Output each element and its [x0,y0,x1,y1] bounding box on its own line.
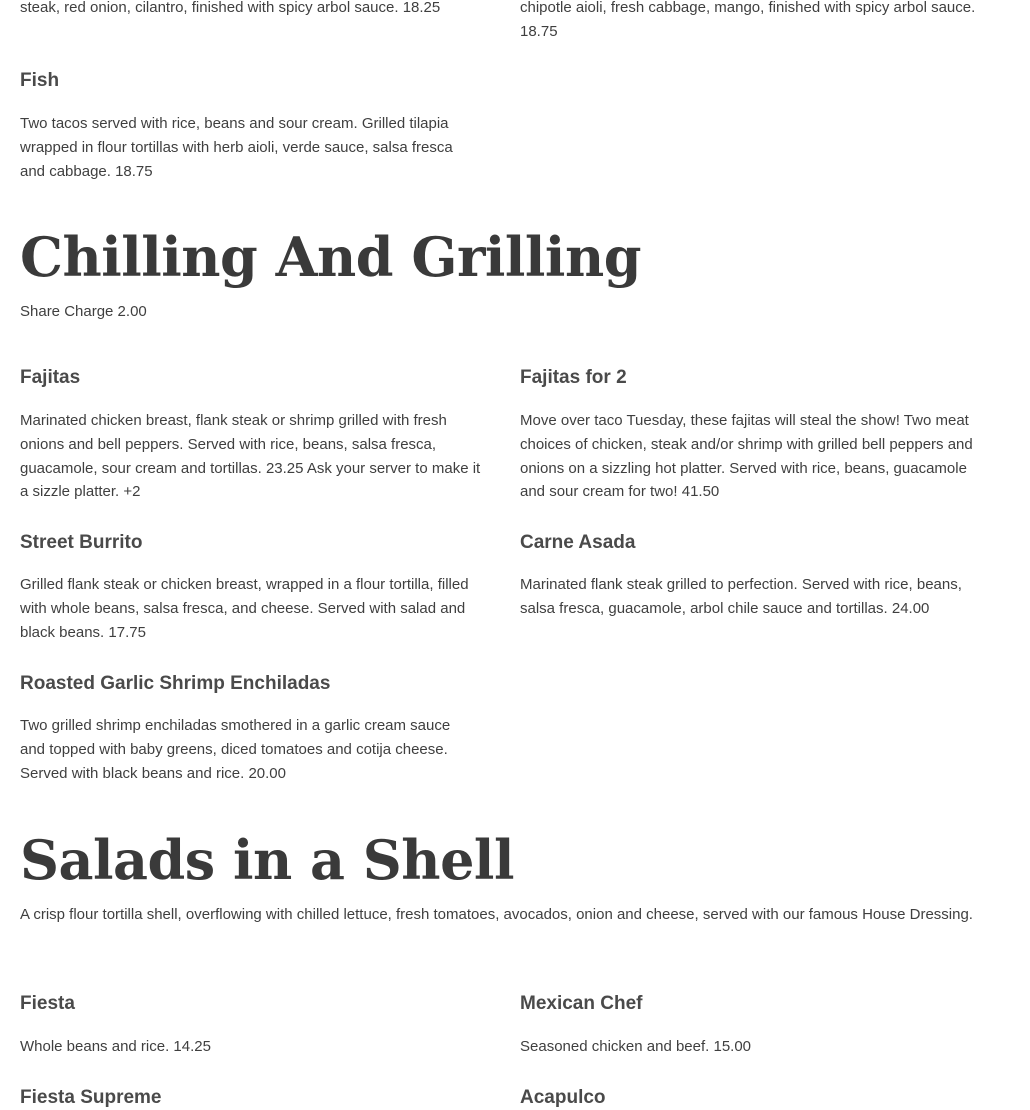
menu-item-title-fiesta: Fiesta [20,993,75,1014]
menu-item-title-street-burrito: Street Burrito [20,532,143,553]
menu-item-title-roasted-garlic-shrimp-enchiladas: Roasted Garlic Shrimp Enchiladas [20,673,331,694]
section-title-chilling-and-grilling: Chilling And Grilling [20,225,641,289]
menu-item-title-mexican-chef: Mexican Chef [520,993,643,1014]
menu-item-description: steak, red onion, cilantro, finished with spicy arbol sauce. 18.25 [20,0,441,16]
menu-item-description: Marinated chicken breast, flank steak or shrimp grilled with fresh onions and bell peppers. Served with rice, beans, salsa fresca, guacamole, sour cream and tortillas. 23.25 Ask your server to make it a sizzle platter. +2 [20,412,481,501]
menu-item-description: Seasoned chicken and beef. 15.00 [520,1038,752,1055]
menu-item-title-carne-asada: Carne Asada [520,532,636,553]
menu-item-title-acapulco: Acapulco [520,1087,606,1108]
menu-item-title-fajitas: Fajitas [20,367,81,388]
menu-item-description: Move over taco Tuesday, these fajitas will steal the show! Two meat choices of chicken, steak and/or shrimp with grilled bell peppers and onions on a sizzling hot platter. Served with rice, beans, guacamole and sour cream for two! 41.50 [520,412,973,501]
menu-item-description: Marinated flank steak grilled to perfection. Served with rice, beans, salsa fresca, guacamole, arbol chile sauce and tortillas. 24.00 [520,576,962,617]
section-subtitle: A crisp flour tortilla shell, overflowing with chilled lettuce, fresh tomatoes, avocados, onion and cheese, served with our famous House Dressing. [20,906,973,923]
section-subtitle: Share Charge 2.00 [20,303,147,320]
menu-item-description: Two tacos served with rice, beans and sour cream. Grilled tilapia wrapped in flour tortillas with herb aioli, verde sauce, salsa fresca and cabbage. 18.75 [20,115,453,180]
menu-item-description: Grilled flank steak or chicken breast, wrapped in a flour tortilla, filled with whole beans, salsa fresca, and cheese. Served with salad and black beans. 17.75 [20,576,469,641]
menu-item-description: Whole beans and rice. 14.25 [20,1038,211,1055]
menu-item-title-fiesta-supreme: Fiesta Supreme [20,1087,162,1108]
menu-item-title-fajitas-for-2: Fajitas for 2 [520,367,627,388]
menu-item-description: Two grilled shrimp enchiladas smothered in a garlic cream sauce and topped with baby greens, diced tomatoes and cotija cheese. Served with black beans and rice. 20.00 [20,717,451,782]
menu-item-description: chipotle aioli, fresh cabbage, mango, finished with spicy arbol sauce. 18.75 [520,0,976,40]
menu-item-title-fish: Fish [20,70,60,91]
section-title-salads-in-a-shell: Salads in a Shell [20,828,514,892]
